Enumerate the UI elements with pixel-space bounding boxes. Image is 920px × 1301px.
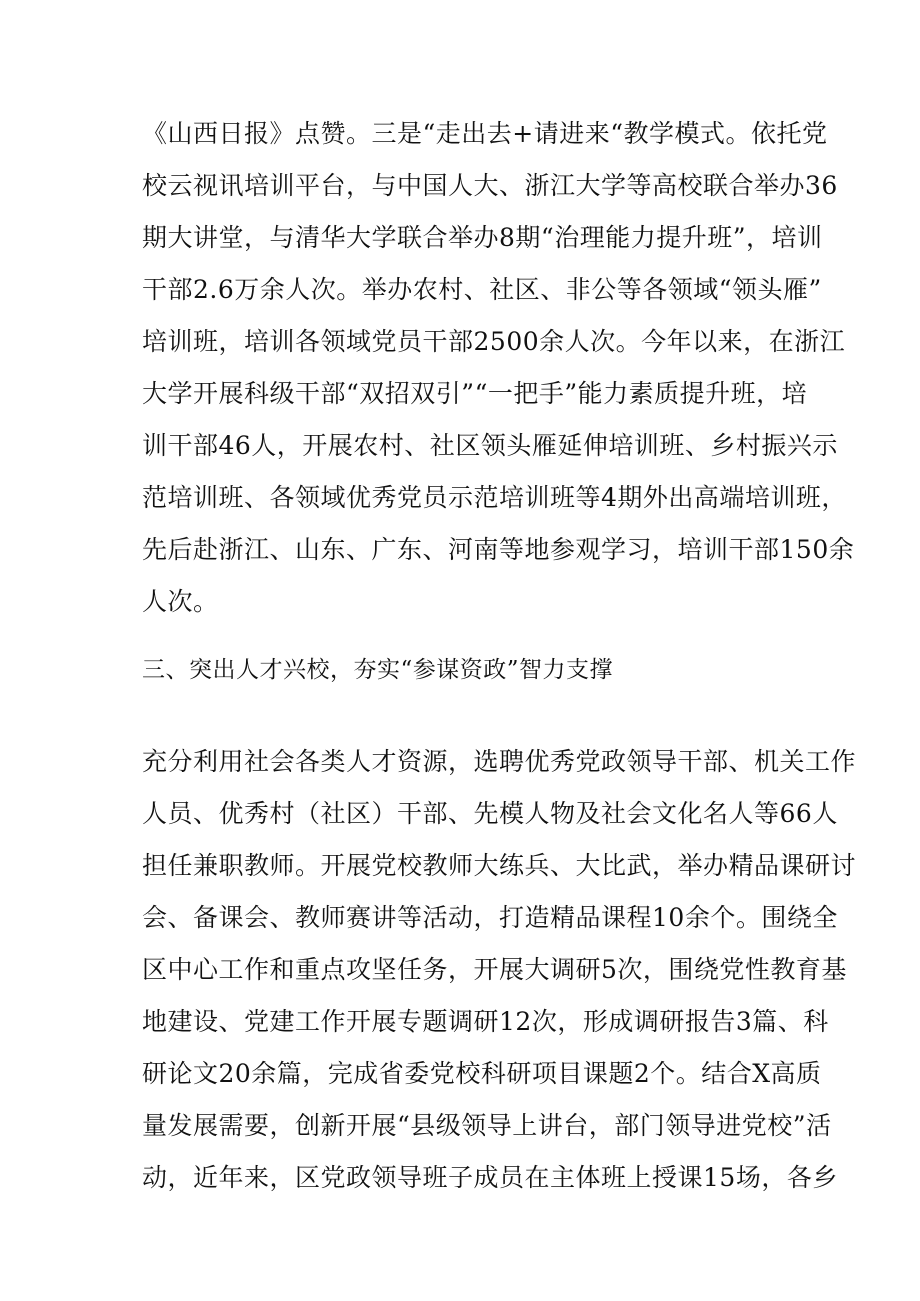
paragraph-1-line: 大学开展科级干部“双招双引”“一把手”能力素质提升班，培 <box>142 379 808 408</box>
paragraph-1-line: 《山西日报》点赞。三是“走出去+请进来“教学模式。依托党 <box>142 119 828 148</box>
paragraph-1-line: 校云视讯培训平台，与中国人大、浙江大学等高校联合举办36 <box>142 171 838 200</box>
paragraph-1-line: 期大讲堂，与清华大学联合举办8期“治理能力提升班”，培训 <box>142 223 823 252</box>
paragraph-1-line: 人次。 <box>142 587 219 616</box>
paragraph-1-line: 范培训班、各领域优秀党员示范培训班等4期外出高端培训班， <box>142 483 847 512</box>
paragraph-2-line: 担任兼职教师。开展党校教师大练兵、大比武，举办精品课研讨 <box>142 851 857 880</box>
paragraph-1-line: 干部2.6万余人次。举办农村、社区、非公等各领域“领头雁” <box>142 275 822 304</box>
paragraph-2-line: 区中心工作和重点攻坚任务，开展大调研5次，围绕党性教育基 <box>142 955 847 984</box>
paragraph-2-line: 量发展需要，创新开展“县级领导上讲台，部门领导进党校”活 <box>142 1111 832 1140</box>
paragraph-2-line: 会、备课会、教师赛讲等活动，打造精品课程10余个。围绕全 <box>142 903 838 932</box>
paragraph-2-line: 地建设、党建工作开展专题调研12次，形成调研报告3篇、科 <box>142 1007 829 1036</box>
paragraph-1-line: 训干部46人，开展农村、社区领头雁延伸培训班、乡村振兴示 <box>142 431 838 460</box>
paragraph-1-line: 培训班，培训各领域党员干部2500余人次。今年以来，在浙江 <box>142 327 846 356</box>
paragraph-2-line: 充分利用社会各类人才资源，选聘优秀党政领导干部、机关工作 <box>142 747 857 776</box>
paragraph-2-line: 动，近年来，区党政领导班子成员在主体班上授课15场，各乡 <box>142 1163 838 1192</box>
section-heading: 三、突出人才兴校，夯实“参谋资政”智力支撑 <box>142 657 614 683</box>
paragraph-2-line: 人员、优秀村（社区）干部、先模人物及社会文化名人等66人 <box>142 799 838 828</box>
paragraph-2-line: 研论文20余篇，完成省委党校科研项目课题2个。结合X高质 <box>142 1059 822 1088</box>
paragraph-1-line: 先后赴浙江、山东、广东、河南等地参观学习，培训干部150余 <box>142 535 855 564</box>
